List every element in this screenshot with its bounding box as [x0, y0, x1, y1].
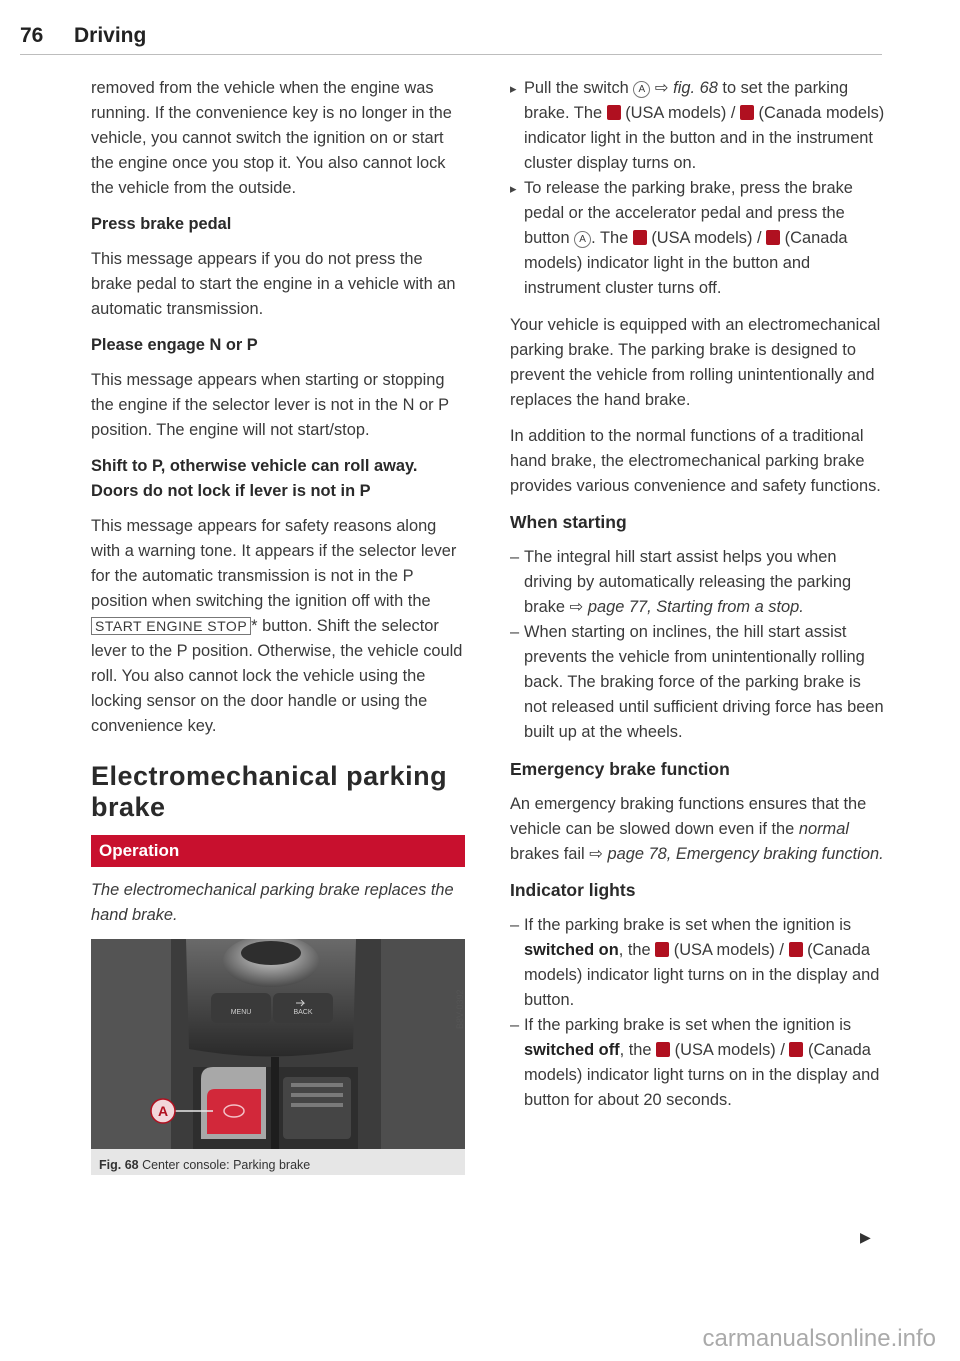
watermark: carmanualsonline.info	[702, 1325, 936, 1352]
list-item: ▸ Pull the switch A ⇨ fig. 68 to set the parking brake. The (USA models) / (Canada models) indicator light in the button and in the instrument cluster display turns on.	[510, 76, 885, 176]
paragraph: removed from the vehicle when the engine was running. If the convenience key is no longer in the vehicle, you cannot switch the ignition on or start the engine once you stop it. You also cannot lock the vehicle from the outside.	[91, 79, 452, 197]
list-item: – When starting on inclines, the hill start assist prevents the vehicle from unintentionally rolling back. The braking force of the parking brake is not released until sufficient driving force has been built up at the wheels.	[510, 620, 885, 745]
starting-list	[510, 545, 885, 745]
list-item: ▸ To release the parking brake, press the brake pedal or the accelerator pedal and press the button A . The (USA models) / (Canada models) indicator light in the button and instrument cluster turns off.	[510, 176, 885, 301]
subheading: Emergency brake function	[510, 759, 730, 779]
chapter-heading: Electromechanical parking brake	[91, 761, 448, 822]
back-button-label: BACK	[293, 1009, 313, 1016]
paragraph: Your vehicle is equipped with an electromechanical parking brake. The parking brake is designed to prevent the vehicle from rolling unintentionally and replaces the hand brake.	[510, 316, 881, 409]
figure-code: B8V-0392	[455, 989, 465, 1029]
brake-indicator-icon	[789, 942, 803, 957]
instruction-list	[510, 76, 885, 301]
list-item: – If the parking brake is set when the ignition is switched off, the (USA models) / (Canada models) indicator light turns on in the display and button for about 20 seconds.	[510, 1013, 885, 1113]
paragraph: This message appears for safety reasons along with a warning tone. It appears if the selector lever for the automatic transmission is not in the P position when switching the ignition off with the START ENGINE STOP * button. Shift the selector lever to the P position. Otherwise, the vehicle could roll. You also cannot lock the vehicle using the locking sensor on the door handle or using the convenience key.	[91, 517, 463, 735]
callout-a: A	[157, 1103, 169, 1119]
brake-indicator-icon	[740, 105, 754, 120]
subheading: Indicator lights	[510, 880, 636, 900]
page-number: 76	[20, 24, 44, 47]
paragraph: In addition to the normal functions of a traditional hand brake, the electromechanical parking brake provides various convenience and safety functions.	[510, 427, 881, 495]
menu-button-label: MENU	[230, 1009, 252, 1016]
brake-indicator-icon	[789, 1042, 803, 1057]
figure-number: Fig. 68	[99, 1158, 139, 1172]
park-indicator-icon	[607, 105, 621, 120]
callout-a-symbol: A	[633, 81, 650, 98]
center-console-illustration	[91, 939, 465, 1149]
message-heading: Press brake pedal	[91, 215, 232, 233]
message-heading: Shift to P, otherwise vehicle can roll away.	[91, 457, 418, 475]
paragraph: This message appears if you do not press the brake pedal to start the engine in a vehicle with an automatic transmission.	[91, 250, 456, 318]
paragraph: This message appears when starting or stopping the engine if the selector lever is not in the N or P position. The engine will not start/stop.	[91, 371, 449, 439]
subheading: When starting	[510, 512, 627, 532]
left-column	[91, 76, 465, 1175]
list-item: – The integral hill start assist helps you when driving by automatically releasing the parking brake ⇨ page 77, Starting from a stop.	[510, 545, 885, 620]
figure-68	[91, 939, 465, 1175]
right-column	[510, 76, 885, 1125]
indicator-list	[510, 913, 885, 1113]
continue-arrow-icon: ▶	[860, 1229, 871, 1245]
park-indicator-icon	[655, 942, 669, 957]
brake-indicator-icon	[766, 230, 780, 245]
message-heading: Please engage N or P	[91, 336, 258, 354]
paragraph: An emergency braking functions ensures that the vehicle can be slowed down even if the normal brakes fail ⇨ page 78, Emergency braking function.	[510, 795, 884, 863]
callout-a-symbol: A	[574, 231, 591, 248]
park-indicator-icon	[633, 230, 647, 245]
page-header	[20, 24, 882, 55]
message-heading: Doors do not lock if lever is not in P	[91, 482, 371, 500]
list-item: – If the parking brake is set when the ignition is switched on, the (USA models) / (Canada models) indicator light turns on in the display and button.	[510, 913, 885, 1013]
section-band: Operation	[91, 835, 465, 867]
start-engine-stop-key: START ENGINE STOP	[91, 617, 251, 635]
figure-caption-text: Center console: Parking brake	[142, 1158, 311, 1172]
page-reference: ⇨ page 77, Starting from a stop.	[569, 598, 804, 616]
section-title: Driving	[74, 24, 147, 47]
figure-reference: ⇨ fig. 68	[654, 79, 718, 97]
park-indicator-icon	[656, 1042, 670, 1057]
page-reference: ⇨ page 78, Emergency braking function.	[589, 845, 884, 863]
intro-text: The electromechanical parking brake replaces the hand brake.	[91, 881, 454, 924]
figure-caption	[99, 1153, 310, 1178]
